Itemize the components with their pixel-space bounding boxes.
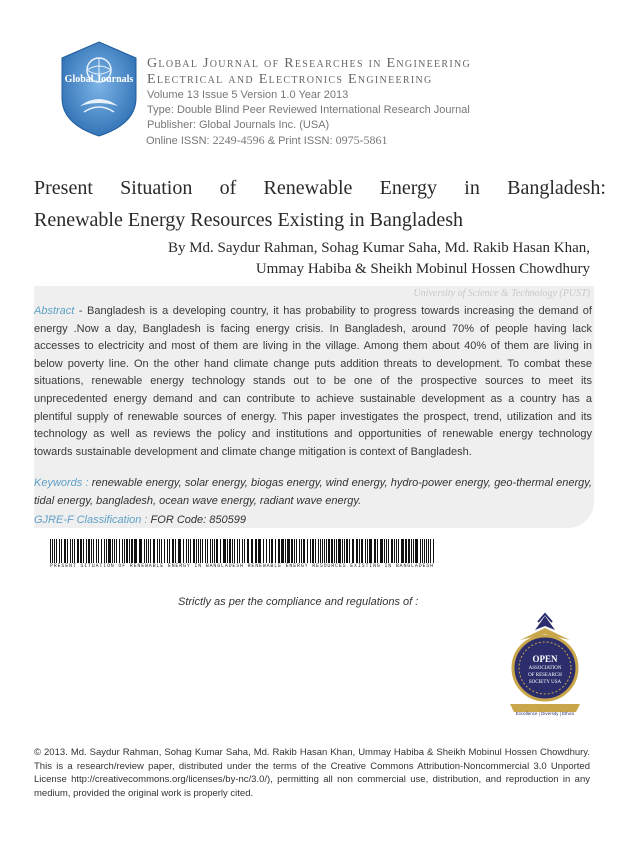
barcode-bar xyxy=(101,539,102,563)
abstract-text: Bangladesh is a developing country, it has probability to progress towards increasing the demand of energy .Now a day, Bangladesh is facing energy crisis. In Bangladesh, around 70% of people having lack accesses to electricity and most of them are living in the village. Among them about 40% of them are living in below poverty line. On the other hand climate change puts addition threats to development. To combat these situations, renewable energy technology stands out to be one of the prospective sources to meet its unprecedented energy demand and can contribute to achieve sustainable development as a country has a plentiful supply of renewable sources of energy. This paper investigates the prospect, trend, utilization and its technology as well as reviews the policy and institutions and opportunities of renewable energy technology towards sustainable development and climate change mitigation is context of Bangladesh. xyxy=(34,305,592,458)
barcode-bar xyxy=(229,539,231,563)
barcode-bar xyxy=(365,539,366,563)
barcode-bar xyxy=(186,539,187,563)
barcode-bar xyxy=(83,539,84,563)
barcode-bar xyxy=(377,539,378,563)
barcode-bar xyxy=(216,539,218,563)
barcode-bar xyxy=(334,539,335,563)
barcode-bar xyxy=(200,539,201,563)
barcode-bar xyxy=(296,539,297,563)
barcode-bar xyxy=(384,539,385,563)
seal-line2: ASSOCIATION xyxy=(528,666,562,671)
barcode-bar xyxy=(299,539,300,563)
copyright-notice: © 2013. Md. Saydur Rahman, Sohag Kumar Saha, Md. Rakib Hasan Khan, Ummay Habiba & Sheikh Mobinul Hossen Chowdhury. This is a research/review paper, distributed under the terms of the Creative Commons Attribution-Noncommercial 3.0 Unported License http://creativecommons.org/licenses/by-nc/3.0/), permitting all non commercial use, distribution, and reproduction in any medium, provided the original work is properly cited. xyxy=(34,747,590,799)
logo-text: Global Journals xyxy=(64,74,134,85)
barcode-bar xyxy=(386,539,387,563)
barcode-bar xyxy=(188,539,189,563)
barcode-bar xyxy=(198,539,199,563)
barcode-bar xyxy=(258,539,261,563)
barcode xyxy=(50,539,436,563)
barcode-bar xyxy=(232,539,233,563)
classification-text: FOR Code: 850599 xyxy=(147,514,246,526)
barcode-bar xyxy=(285,539,286,563)
barcode-bar xyxy=(342,539,343,563)
barcode-bar xyxy=(106,539,107,563)
barcode-bar xyxy=(411,539,412,563)
paper-title-line1: Present Situation of Renewable Energy in Bangladesh: xyxy=(34,177,606,199)
barcode-bar xyxy=(148,539,149,563)
barcode-bar xyxy=(112,539,113,563)
barcode-bar xyxy=(244,539,245,563)
barcode-bar xyxy=(150,539,151,563)
barcode-bar xyxy=(346,539,348,563)
barcode-bar xyxy=(433,539,434,563)
barcode-bar xyxy=(70,539,71,563)
barcode-bar xyxy=(88,539,90,563)
barcode-bar xyxy=(359,539,360,563)
barcode-bar xyxy=(237,539,238,563)
barcode-bar xyxy=(169,539,170,563)
barcode-bar xyxy=(415,539,418,563)
barcode-bar xyxy=(161,539,162,563)
barcode-bar xyxy=(167,539,168,563)
barcode-bar xyxy=(349,539,350,563)
barcode-bar xyxy=(266,539,267,563)
issn-mid: & Print ISSN: xyxy=(264,135,336,147)
barcode-bar xyxy=(52,539,53,563)
keywords-label: Keywords : xyxy=(34,477,89,489)
barcode-bar xyxy=(210,539,211,563)
barcode-bar xyxy=(391,539,393,563)
barcode-bar xyxy=(424,539,425,563)
barcode-bar xyxy=(98,539,99,563)
authors-line1: By Md. Saydur Rahman, Sohag Kumar Saha, Md. Rakib Hasan Khan, xyxy=(167,240,590,256)
barcode-bar xyxy=(223,539,226,563)
barcode-bar xyxy=(196,539,197,563)
barcode-bar xyxy=(307,539,308,563)
barcode-bar xyxy=(413,539,414,563)
barcode-bar xyxy=(338,539,341,563)
barcode-bar xyxy=(212,539,213,563)
barcode-bar xyxy=(56,539,57,563)
barcode-bar xyxy=(131,539,133,563)
barcode-bar xyxy=(401,539,404,563)
barcode-bar xyxy=(64,539,66,563)
classification xyxy=(34,514,246,526)
barcode-bar xyxy=(114,539,115,563)
barcode-bar xyxy=(278,539,280,563)
barcode-bar xyxy=(356,539,358,563)
abstract-label: Abstract xyxy=(34,305,75,317)
barcode-bar xyxy=(398,539,399,563)
barcode-bar xyxy=(207,539,208,563)
barcode-bar xyxy=(61,539,62,563)
barcode-bar xyxy=(428,539,429,563)
barcode-bar xyxy=(251,539,253,563)
barcode-bar xyxy=(119,539,120,563)
barcode-bar xyxy=(275,539,276,563)
barcode-bar xyxy=(178,539,181,563)
seal-line3: OF RESEARCH xyxy=(528,673,562,678)
seal-line4: SOCIETY USA xyxy=(528,680,562,685)
barcode-bar xyxy=(271,539,273,563)
barcode-bar xyxy=(394,539,395,563)
barcode-bar xyxy=(310,539,311,563)
barcode-bar xyxy=(139,539,142,563)
barcode-bar xyxy=(134,539,137,563)
barcode-text: PRESENT SITUATION OF RENEWABLE ENERGY IN BANGLADESH RENEWABLE ENERGY RESOURCES EXISTING IN BANGLADESH xyxy=(50,563,434,569)
barcode-bar xyxy=(324,539,325,563)
barcode-bar xyxy=(175,539,176,563)
barcode-bar xyxy=(331,539,333,563)
barcode-bar xyxy=(380,539,383,563)
abstract-separator: - xyxy=(74,305,88,317)
barcode-bar xyxy=(93,539,94,563)
barcode-bar xyxy=(108,539,111,563)
barcode-bar xyxy=(405,539,407,563)
barcode-bar xyxy=(104,539,105,563)
print-issn: 0975-5861 xyxy=(335,133,388,147)
issn-line xyxy=(146,133,388,148)
barcode-bar xyxy=(234,539,235,563)
compliance-note: Strictly as per the compliance and regulations of : xyxy=(178,596,419,608)
barcode-bar xyxy=(396,539,397,563)
seal-line1: OPEN xyxy=(532,654,558,664)
barcode-bar xyxy=(59,539,60,563)
barcode-bar xyxy=(159,539,160,563)
volume-info: Volume 13 Issue 5 Version 1.0 Year 2013 xyxy=(147,89,349,101)
journal-logo xyxy=(58,40,140,138)
barcode-bar xyxy=(96,539,97,563)
barcode-bar xyxy=(426,539,427,563)
barcode-bar xyxy=(242,539,243,563)
barcode-bar xyxy=(374,539,376,563)
barcode-bar xyxy=(190,539,191,563)
barcode-bar xyxy=(367,539,368,563)
affiliation: University of Science & Technology (PUST) xyxy=(413,288,590,299)
barcode-bar xyxy=(312,539,314,563)
barcode-bar xyxy=(269,539,270,563)
barcode-bar xyxy=(322,539,323,563)
barcode-bar xyxy=(50,539,51,563)
barcode-bar xyxy=(144,539,145,563)
barcode-bar xyxy=(318,539,319,563)
barcode-bar xyxy=(126,539,128,563)
barcode-bar xyxy=(287,539,290,563)
issn-prefix: Online ISSN: xyxy=(146,135,213,147)
barcode-bar xyxy=(129,539,130,563)
publisher: Publisher: Global Journals Inc. (USA) xyxy=(147,119,330,131)
barcode-bar xyxy=(72,539,73,563)
barcode-bar xyxy=(352,539,354,563)
barcode-bar xyxy=(422,539,423,563)
barcode-bar xyxy=(291,539,293,563)
barcode-bar xyxy=(255,539,257,563)
abstract xyxy=(34,303,592,461)
barcode-bar xyxy=(247,539,249,563)
barcode-bar xyxy=(227,539,228,563)
barcode-bar xyxy=(320,539,321,563)
barcode-bar xyxy=(80,539,82,563)
barcode-bar xyxy=(326,539,327,563)
barcode-bar xyxy=(388,539,389,563)
barcode-bar xyxy=(220,539,221,563)
paper-title-line2: Renewable Energy Resources Existing in Bangladesh xyxy=(34,209,463,231)
barcode-bar xyxy=(172,539,174,563)
barcode-bar xyxy=(122,539,123,563)
barcode-bar xyxy=(263,539,264,563)
barcode-bar xyxy=(361,539,363,563)
barcode-bar xyxy=(157,539,158,563)
barcode-bar xyxy=(183,539,184,563)
keywords-text: renewable energy, solar energy, biogas energy, wind energy, hydro-power energy, geo-thermal energy, tidal energy, bangladesh, ocean wave energy, radiant wave energy. xyxy=(34,477,592,507)
authors-line2: Ummay Habiba & Sheikh Mobinul Hossen Chowdhury xyxy=(255,261,590,277)
barcode-bar xyxy=(336,539,337,563)
keywords xyxy=(34,475,592,510)
barcode-bar xyxy=(74,539,75,563)
barcode-bar xyxy=(202,539,203,563)
barcode-bar xyxy=(430,539,431,563)
barcode-bar xyxy=(146,539,147,563)
barcode-bar xyxy=(420,539,421,563)
barcode-bar xyxy=(124,539,125,563)
barcode-bar xyxy=(67,539,68,563)
barcode-bar xyxy=(408,539,410,563)
barcode-bar xyxy=(328,539,330,563)
barcode-bar xyxy=(54,539,55,563)
barcode-bar xyxy=(294,539,295,563)
barcode-bar xyxy=(193,539,195,563)
seal-ribbon: Excellence | Diversity | Ethics xyxy=(515,711,575,716)
journal-name: Global Journal of Researches in Engineering xyxy=(147,56,472,71)
journal-section: Electrical and Electronics Engineering xyxy=(147,72,433,87)
barcode-bar xyxy=(301,539,302,563)
barcode-bar xyxy=(153,539,155,563)
barcode-bar xyxy=(315,539,316,563)
barcode-bar xyxy=(239,539,240,563)
barcode-bar xyxy=(205,539,206,563)
barcode-bar xyxy=(77,539,79,563)
barcode-bar xyxy=(344,539,345,563)
barcode-bar xyxy=(86,539,87,563)
barcode-bar xyxy=(91,539,92,563)
barcode-bar xyxy=(116,539,117,563)
barcode-bar xyxy=(369,539,372,563)
barcode-bar xyxy=(214,539,215,563)
barcode-bar xyxy=(281,539,284,563)
barcode-bar xyxy=(303,539,305,563)
online-issn: 2249-4596 xyxy=(212,133,265,147)
journal-type: Type: Double Blind Peer Reviewed International Research Journal xyxy=(147,104,470,116)
barcode-bar xyxy=(164,539,165,563)
classification-label: GJRE-F Classification : xyxy=(34,514,148,526)
